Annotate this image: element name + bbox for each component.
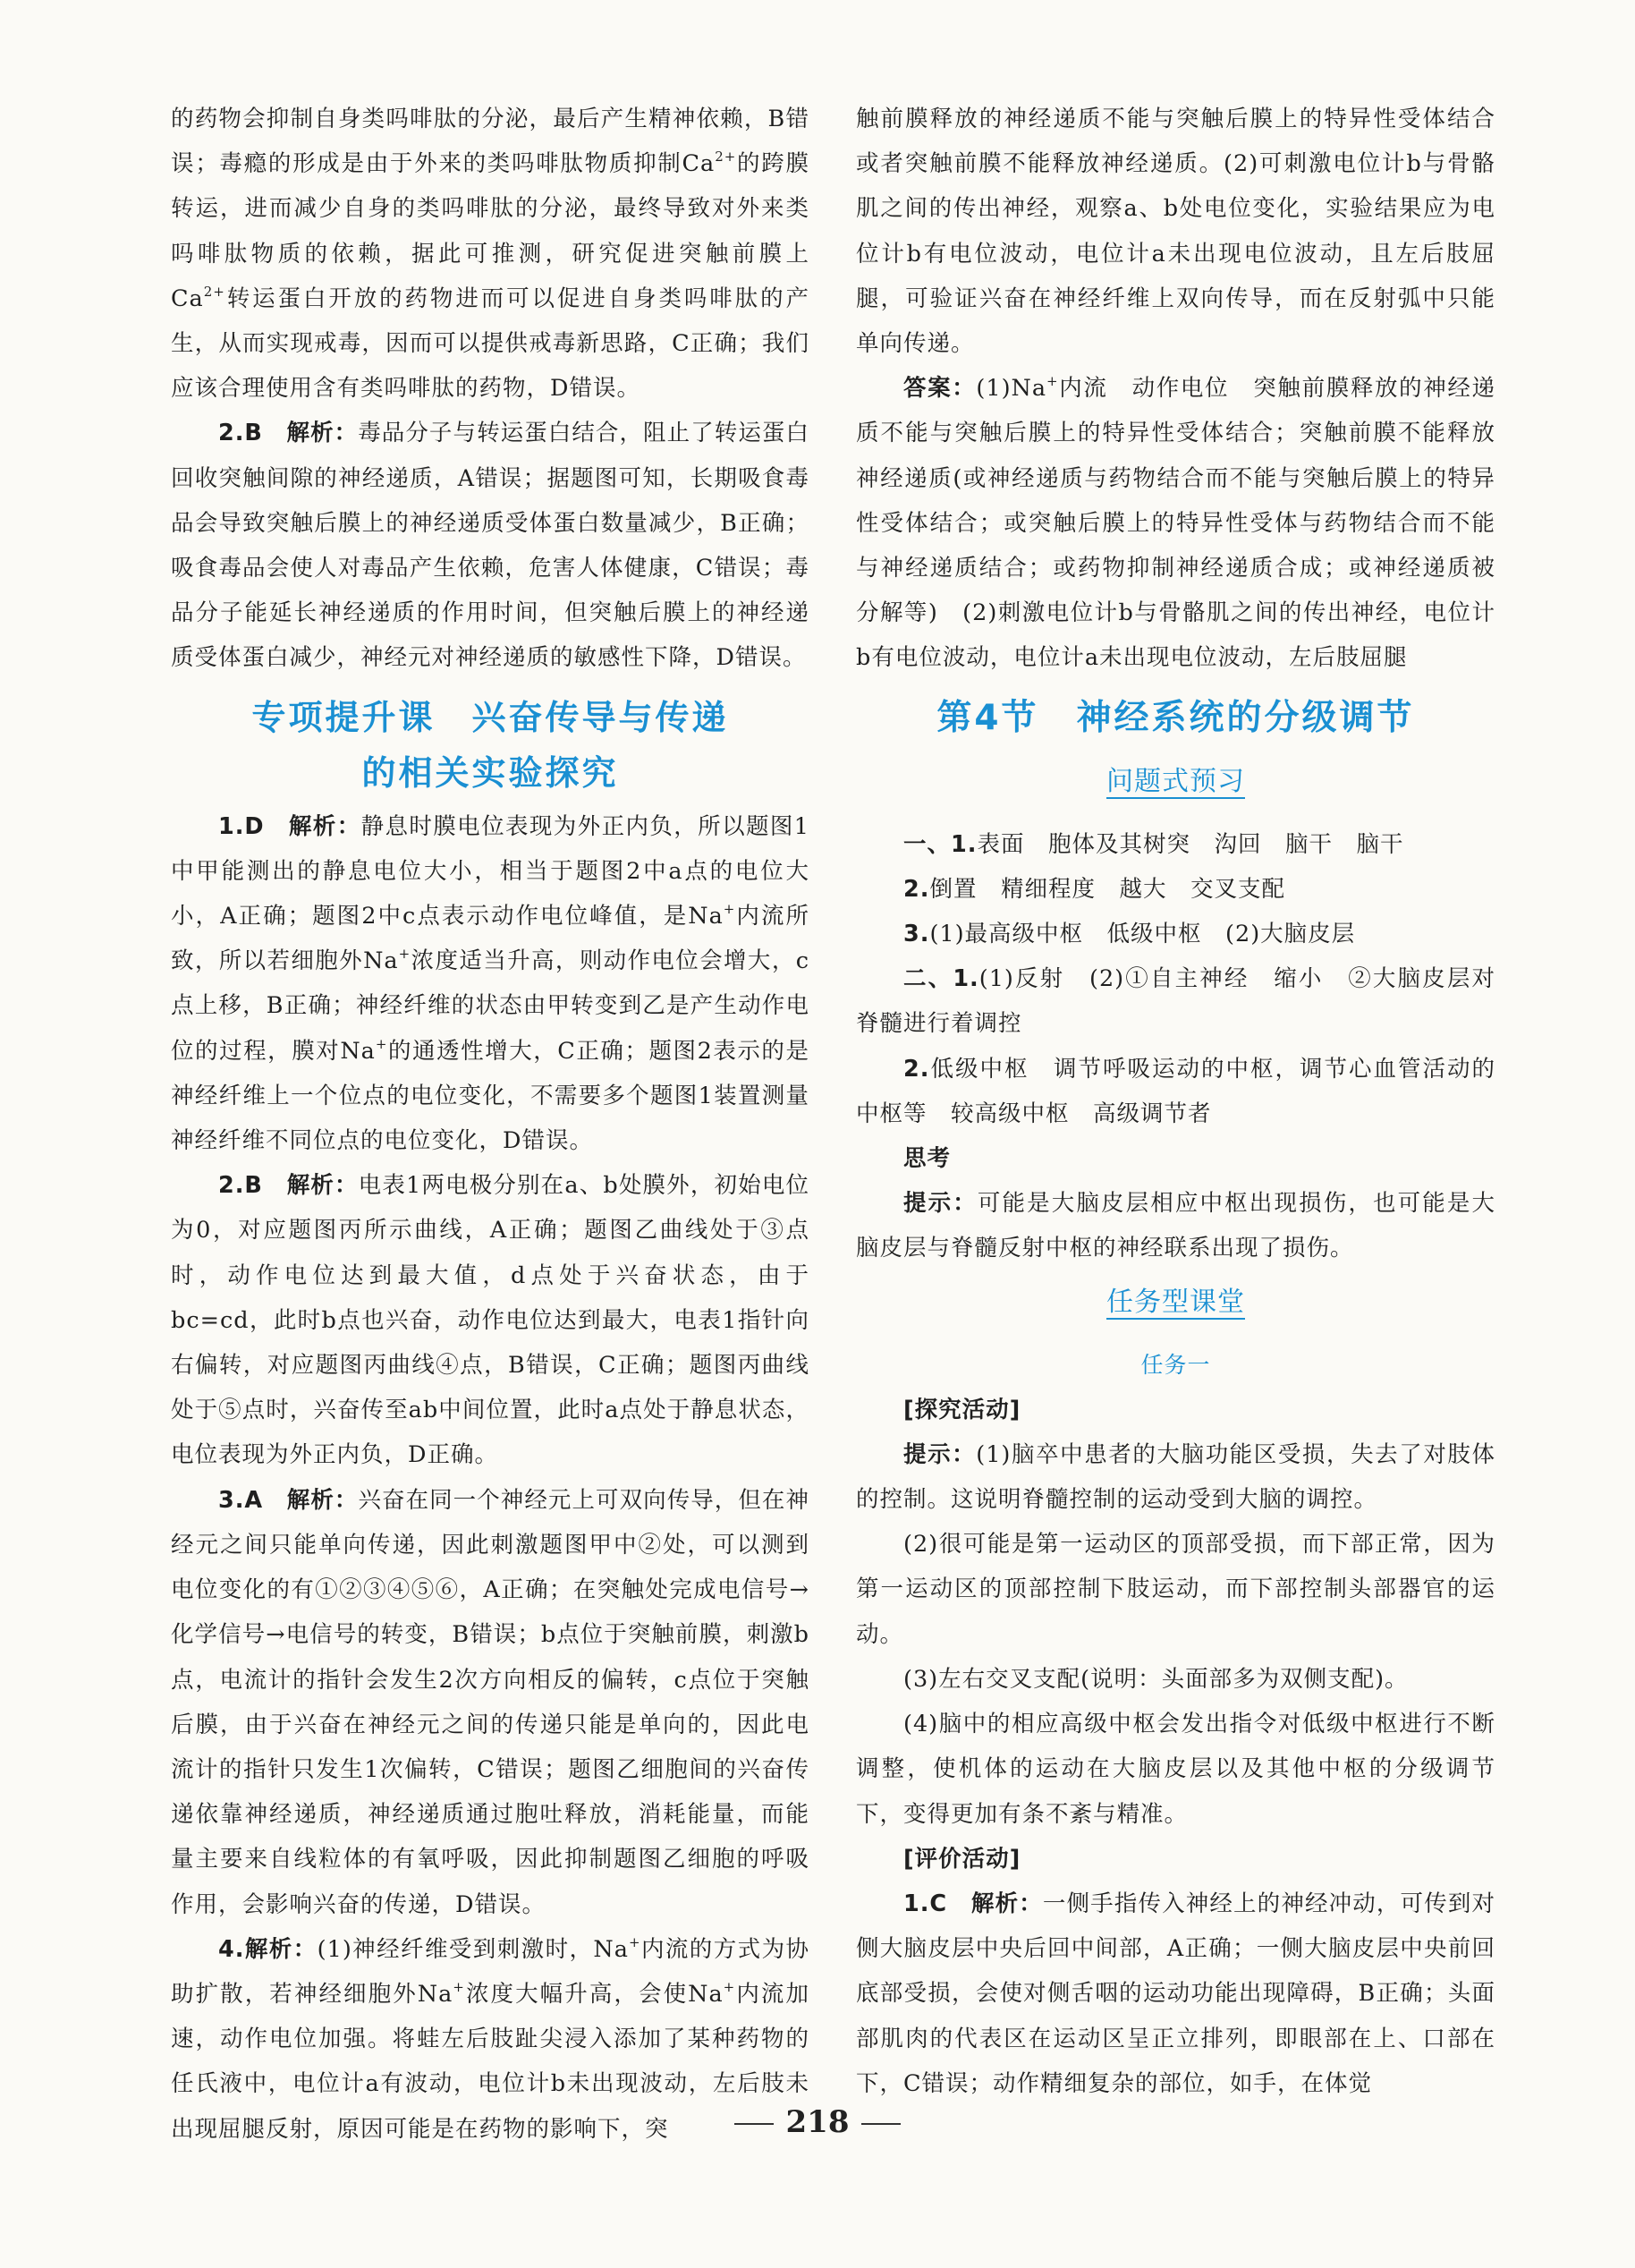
preview-heading: 问题式预习 [1106, 765, 1245, 797]
preview-item: 2.低级中枢 调节呼吸运动的中枢，调节心血管活动的中枢等 较高级中枢 高级调节者 [856, 1055, 1495, 1127]
paragraph: 触前膜释放的神经递质不能与突触后膜上的特异性受体结合或者突触前膜不能释放神经递质。(2)可刺激电位计b与骨骼肌之间的传出神经，观察a、b处电位变化，实验结果应为电位计b有电位波动，电位计a未出现电位波动，且左后肢屈腿，可验证兴奋在神经纤维上双向传导，而在反射弧中只能单向传递。 [856, 106, 1495, 358]
page-number-rule [734, 2123, 774, 2125]
special-lesson-title: 专项提升课 兴奋传导与传递 的相关实验探究 [251, 697, 729, 793]
answer-s1: 1.D 解析：静息时膜电位表现为外正内负，所以题图1中甲能测出的静息电位大小，相当于题图2中a点的电位大小，A正确；题图2中c点表示动作电位峰值，是Na+内流所致，所以若细胞外Na+浓度适当升高，则动作电位会增大，c点上移，B正确；神经纤维的状态由甲转变到乙是产生动作电位的过程，膜对Na+的通透性增大，C正确；题图2表示的是神经纤维上一个位点的电位变化，不需要多个题图1装置测量神经纤维不同位点的电位变化，D错误。 [171, 812, 809, 1155]
right-column [856, 97, 1495, 2106]
answer-s3: 3.A 解析：兴奋在同一个神经元上可双向传导，但在神经元之间只能单向传递，因此刺激题图甲中②处，可以测到电位变化的有①②③④⑤⑥，A正确；在突触处完成电信号→化学信号→电信号的转变，B错误；b点位于突触前膜，刺激b点，电流计的指针会发生2次方向相反的偏转，c点位于突触后膜，由于兴奋在神经元之间的传递只能是单向的，因此电流计的指针只发生1次偏转，C错误；题图乙细胞间的兴奋传递依靠神经递质，神经递质通过胞吐释放，消耗能量，而能量主要来自线粒体的有氧呼吸，因此抑制题图乙细胞的呼吸作用，会影响兴奋的传递，D错误。 [171, 1486, 809, 1918]
preview-item: 2.倒置 精细程度 越大 交叉支配 [903, 875, 1285, 903]
page-number-rule [861, 2123, 901, 2125]
think-tip: 提示：可能是大脑皮层相应中枢出现损伤，也可能是大脑皮层与脊髓反射中枢的神经联系出现了损伤。 [856, 1190, 1495, 1262]
answer-s4: 4.解析：(1)神经纤维受到刺激时，Na+内流的方式为协助扩散，若神经细胞外Na+浓度大幅升高，会使Na+内流加速，动作电位加强。将蛙左后肢趾尖浸入添加了某种药物的任氏液中，电位计a有波动，电位计b未出现波动，左后肢未出现屈腿反射，原因可能是在药物的影响下，突 [171, 1933, 809, 2143]
explore-item: (4)脑中的相应高级中枢会发出指令对低级中枢进行不断调整，使机体的运动在大脑皮层以及其他中枢的分级调节下，变得更加有条不紊与精准。 [856, 1711, 1495, 1828]
paragraph: 的药物会抑制自身类吗啡肽的分泌，最后产生精神依赖，B错误；毒瘾的形成是由于外来的类吗啡肽物质抑制$Ca^{2+}$的跨膜转运，进而减少自身的类吗啡肽的分泌，最终导致对外来类吗啡肽物质的依赖，据此可推测，研究促进突触前膜上$Ca^{2+}$转运蛋白开放的药物进而可以促进自身类吗啡肽的产生，从而实现戒毒，因而可以提供戒毒新思路，C正确；我们应该合理使用含有类吗啡肽的药物，D错误。 [171, 106, 809, 403]
task-heading: 任务一 [1140, 1351, 1211, 1378]
explore-label: [探究活动] [903, 1396, 1021, 1423]
explore-item: (2)很可能是第一运动区的顶部受损，而下部正常，因为第一运动区的顶部控制下肢运动，而下部控制头部器官的运动。 [856, 1531, 1495, 1648]
section-title: 第4节 神经系统的分级调节 [936, 697, 1415, 738]
preview-item: 二、1.(1)反射 (2)①自主神经 缩小 ②大脑皮层对脊髓进行着调控 [856, 965, 1495, 1038]
answer-2: 2.B 解析：毒品分子与转运蛋白结合，阻止了转运蛋白回收突触间隙的神经递质，A错误；据题图可知，长期吸食毒品会导致突触后膜上的神经递质受体蛋白数量减少，B正确；吸食毒品会使人对毒品产生依赖，危害人体健康，C错误；毒品分子能延长神经递质的作用时间，但突触后膜上的神经递质受体蛋白减少，神经元对神经递质的敏感性下降，D错误。 [171, 420, 809, 672]
preview-item: 3.(1)最高级中枢 低级中枢 (2)大脑皮层 [903, 921, 1356, 948]
eval-item: 1.C 解析：一侧手指传入神经上的神经冲动，可传到对侧大脑皮层中央后回中间部，A正确；一侧大脑皮层中央前回底部受损，会使对侧舌咽的运动功能出现障碍，B正确；头面部肌肉的代表区在运动区呈正立排列，即眼部在上、口部在下，C错误；动作精细复杂的部位，如手，在体觉 [856, 1890, 1495, 2097]
left-column [171, 97, 809, 2152]
explore-item: 提示：(1)脑卒中患者的大脑功能区受损，失去了对肢体的控制。这说明脊髓控制的运动受到大脑的调控。 [856, 1440, 1495, 1514]
think-label: 思考 [903, 1145, 952, 1173]
answer-s2: 2.B 解析：电表1两电极分别在a、b处膜外，初始电位为0，对应题图丙所示曲线，A正确；题图乙曲线处于③点时，动作电位达到最大值，d点处于兴奋状态，由于bc=cd，此时b点也兴奋，动作电位达到最大，电表1指针向右偏转，对应题图丙曲线④点，B错误，C正确；题图丙曲线处于⑤点时，兴奋传至ab中间位置，此时a点处于静息状态，电位表现为外正内负，D正确。 [171, 1172, 809, 1469]
explore-item: (3)左右交叉支配(说明：头面部多为双侧支配)。 [903, 1665, 1409, 1693]
preview-item: 一、1.表面 胞体及其树突 沟回 脑干 脑干 [903, 830, 1404, 858]
eval-label: [评价活动] [903, 1845, 1021, 1873]
class-heading: 任务型课堂 [1106, 1286, 1245, 1318]
page-number: 218 [0, 2104, 1635, 2140]
answer-block: 答案：(1)Na+内流 动作电位 突触前膜释放的神经递质不能与突触后膜上的特异性受体结合；突触前膜不能释放神经递质(或神经递质与药物结合而不能与突触后膜上的特异性受体结合；或突触后膜上的特异性受体与药物结合而不能与神经递质结合；或药物抑制神经递质合成；或神经递质被分解等) (2)刺激电位计b与骨骼肌之间的传出神经，电位计b有电位波动，电位计a未出现电位波动，左后肢屈腿 [856, 373, 1495, 672]
